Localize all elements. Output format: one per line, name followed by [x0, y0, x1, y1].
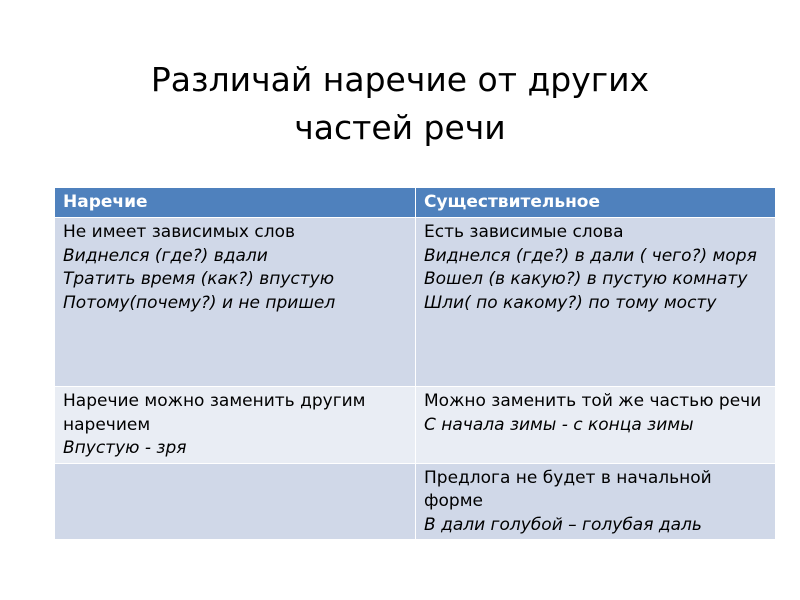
cell-adverb-empty [55, 463, 416, 540]
noun-rule-replace: Можно заменить той же частью речи [424, 391, 762, 411]
adverb-example-potomu: Потому(почему?) и не пришел [63, 292, 336, 313]
noun-rule-has-dependents: Есть зависимые слова [424, 222, 624, 242]
table-header-row [55, 188, 776, 218]
adverb-example-vpustuyu: Тратить время (как?) впустую [63, 269, 335, 289]
table-row-initial-form [55, 463, 776, 540]
cell-noun-replacement [416, 387, 776, 464]
noun-example-zimy: С начала зимы - с конца зимы [424, 414, 694, 435]
table-row-replacement [55, 387, 776, 464]
noun-rule-no-preposition: Предлога не будет в начальной форме [424, 467, 712, 511]
comparison-table [54, 187, 776, 540]
cell-noun-dependent [416, 218, 776, 387]
header-noun: Существительное [416, 188, 776, 218]
cell-adverb-replacement [55, 387, 416, 464]
cell-adverb-dependent [55, 218, 416, 387]
adverb-example-zrya: Впустую - зря [63, 438, 187, 458]
slide-title [0, 56, 800, 152]
noun-example-v-pustuyu-komnatu: Вошел (в какую?) в пустую комнату [424, 269, 748, 289]
cell-noun-initial-form [416, 463, 776, 540]
adverb-example-vdali: Виднелся (где?) вдали [63, 245, 268, 266]
noun-example-po-tomu-mostu: Шли( по какому?) по тому мосту [424, 292, 717, 313]
adverb-rule-no-dependents: Не имеет зависимых слов [63, 222, 296, 242]
header-adverb: Наречие [55, 188, 416, 218]
adverb-rule-replace: Наречие можно заменить другим наречием [63, 391, 366, 435]
noun-example-golubaya-dal: В дали голубой – голубая даль [424, 514, 702, 535]
title-line-2: частей речи [294, 108, 506, 148]
noun-example-v-dali-morya: Виднелся (где?) в дали ( чего?) моря [424, 245, 757, 266]
title-line-1: Различай наречие от других [150, 60, 650, 100]
table-row-dependent-words [55, 218, 776, 387]
